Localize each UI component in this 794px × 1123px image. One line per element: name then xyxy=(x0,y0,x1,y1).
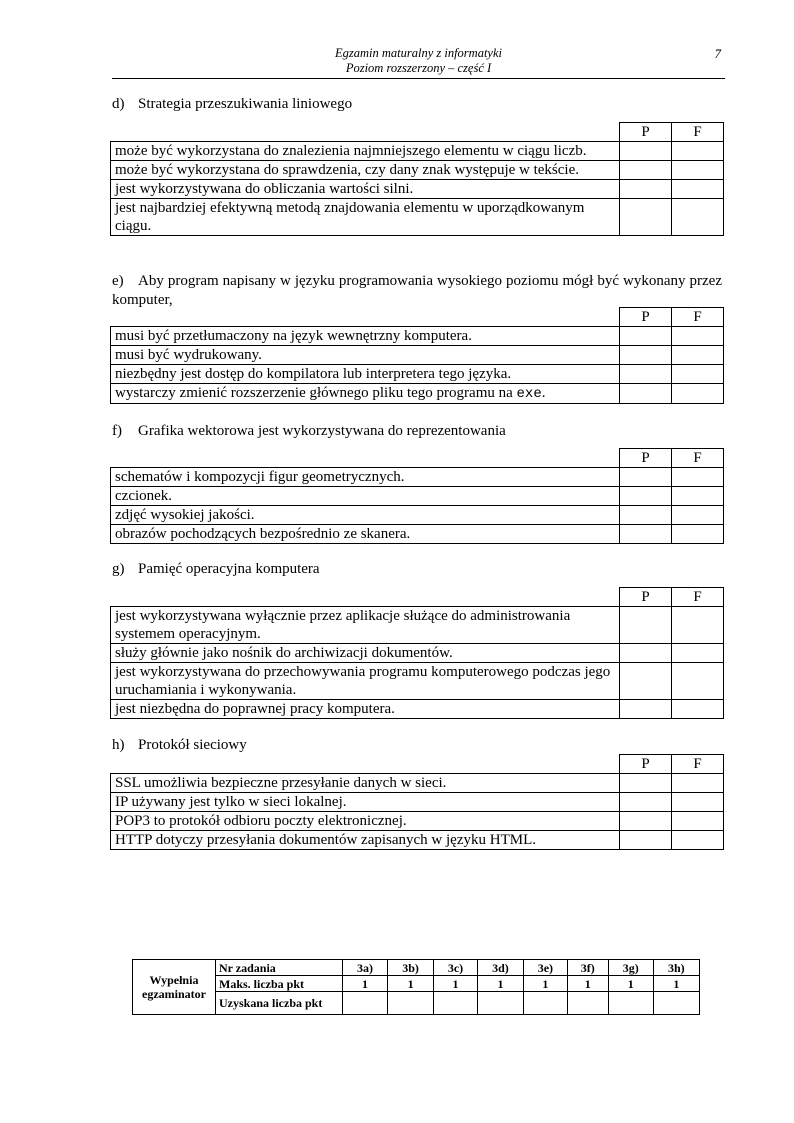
obtained-points-cell[interactable] xyxy=(608,992,653,1015)
table-row xyxy=(111,506,724,525)
obtained-points-cell[interactable] xyxy=(653,992,699,1015)
question-text: Aby program napisany w języku programowania wysokiego poziomu mógł być wykonany przez komputer, xyxy=(112,273,722,308)
task-number: 3e) xyxy=(524,960,568,976)
statement-text: jest wykorzystywana do obliczania wartości silni. xyxy=(111,180,620,199)
question-label: f) xyxy=(112,423,122,439)
task-number-label: Nr zadania xyxy=(216,960,343,976)
statement-text: musi być wydrukowany. xyxy=(111,346,620,365)
answer-cell-p[interactable] xyxy=(620,384,672,404)
answer-cell-f[interactable] xyxy=(672,365,724,384)
answer-cell-p[interactable] xyxy=(620,327,672,346)
statement-text: schematów i kompozycji figur geometrycznych. xyxy=(111,468,620,487)
page-number: 7 xyxy=(714,46,721,61)
statement-text xyxy=(111,384,620,404)
obtained-points-label: Uzyskana liczba pkt xyxy=(216,992,343,1015)
obtained-points-cell[interactable] xyxy=(343,992,388,1015)
obtained-points-cell[interactable] xyxy=(567,992,608,1015)
answer-cell-f[interactable] xyxy=(672,327,724,346)
statement-text: IP używany jest tylko w sieci lokalnej. xyxy=(111,793,620,812)
table-row xyxy=(111,142,724,161)
answer-cell-f[interactable] xyxy=(672,774,724,793)
question-text: Pamięć operacyjna komputera xyxy=(138,561,320,577)
column-header-f: F xyxy=(672,588,724,607)
task-number: 3f) xyxy=(567,960,608,976)
statement-text: może być wykorzystana do sprawdzenia, czy dany znak występuje w tekście. xyxy=(111,161,620,180)
answer-cell-f[interactable] xyxy=(672,525,724,544)
question-text: Strategia przeszukiwania liniowego xyxy=(138,96,353,112)
statement-text: zdjęć wysokiej jakości. xyxy=(111,506,620,525)
max-points-value: 1 xyxy=(434,976,478,992)
statement-text: jest wykorzystywana do przechowywania programu komputerowego podczas jego uruchamiania i wykonywania. xyxy=(111,663,620,700)
table-row xyxy=(111,607,724,644)
answer-cell-p[interactable] xyxy=(620,793,672,812)
max-points-value: 1 xyxy=(343,976,388,992)
examiner-score-table xyxy=(132,959,700,1015)
statement-text: służy głównie jako nośnik do archiwizacji dokumentów. xyxy=(111,644,620,663)
statement-text: obrazów pochodzących bezpośrednio ze skanera. xyxy=(111,525,620,544)
answer-cell-f[interactable] xyxy=(672,161,724,180)
question-g-table xyxy=(110,587,724,719)
answer-cell-p[interactable] xyxy=(620,468,672,487)
answer-cell-p[interactable] xyxy=(620,525,672,544)
max-points-value: 1 xyxy=(387,976,433,992)
question-text: Grafika wektorowa jest wykorzystywana do reprezentowania xyxy=(138,423,506,439)
task-number: 3b) xyxy=(387,960,433,976)
question-d-table xyxy=(110,122,724,236)
table-row xyxy=(111,774,724,793)
question-e-title xyxy=(112,272,722,310)
max-points-value: 1 xyxy=(567,976,608,992)
answer-cell-f[interactable] xyxy=(672,468,724,487)
answer-cell-f[interactable] xyxy=(672,607,724,644)
question-f-title xyxy=(112,422,506,441)
column-header-f: F xyxy=(672,449,724,468)
column-header-p: P xyxy=(620,755,672,774)
table-row xyxy=(111,180,724,199)
max-points-value: 1 xyxy=(477,976,523,992)
answer-cell-f[interactable] xyxy=(672,346,724,365)
answer-cell-f[interactable] xyxy=(672,384,724,404)
answer-cell-p[interactable] xyxy=(620,607,672,644)
column-header-f: F xyxy=(672,755,724,774)
statement-text: POP3 to protokół odbioru poczty elektronicznej. xyxy=(111,812,620,831)
answer-cell-p[interactable] xyxy=(620,700,672,719)
column-header-p: P xyxy=(620,449,672,468)
question-g-title xyxy=(112,560,320,579)
answer-cell-p[interactable] xyxy=(620,487,672,506)
table-row xyxy=(111,793,724,812)
table-row xyxy=(111,384,724,404)
answer-cell-f[interactable] xyxy=(672,487,724,506)
answer-cell-p[interactable] xyxy=(620,812,672,831)
table-row xyxy=(111,161,724,180)
table-row xyxy=(111,199,724,236)
obtained-points-cell[interactable] xyxy=(477,992,523,1015)
header-exam-title: Egzamin maturalny z informatyki xyxy=(334,46,502,60)
answer-cell-p[interactable] xyxy=(620,199,672,236)
file-extension-code: exe xyxy=(516,386,542,402)
obtained-points-cell[interactable] xyxy=(524,992,568,1015)
statement-text: może być wykorzystana do znalezienia najmniejszego elementu w ciągu liczb. xyxy=(111,142,620,161)
statement-text: jest najbardziej efektywną metodą znajdowania elementu w uporządkowanym ciągu. xyxy=(111,199,620,236)
answer-cell-p[interactable] xyxy=(620,161,672,180)
table-row xyxy=(111,831,724,850)
answer-cell-f[interactable] xyxy=(672,180,724,199)
column-header-p: P xyxy=(620,123,672,142)
answer-cell-p[interactable] xyxy=(620,180,672,199)
statement-text: czcionek. xyxy=(111,487,620,506)
page-header xyxy=(112,46,725,79)
question-h-table xyxy=(110,754,724,850)
answer-cell-p[interactable] xyxy=(620,506,672,525)
statement-text: SSL umożliwia bezpieczne przesyłanie danych w sieci. xyxy=(111,774,620,793)
answer-cell-p[interactable] xyxy=(620,365,672,384)
task-number: 3g) xyxy=(608,960,653,976)
table-row xyxy=(111,812,724,831)
statement-text: musi być przetłumaczony na język wewnętrzny komputera. xyxy=(111,327,620,346)
statement-text: jest wykorzystywana wyłącznie przez aplikacje służące do administrowania systemem operacyjnym. xyxy=(111,607,620,644)
answer-cell-p[interactable] xyxy=(620,644,672,663)
max-points-value: 1 xyxy=(524,976,568,992)
examiner-label: Wypełnia egzaminator xyxy=(133,960,216,1015)
column-header-p: P xyxy=(620,588,672,607)
question-text: Protokół sieciowy xyxy=(138,737,247,753)
table-row xyxy=(111,365,724,384)
column-header-f: F xyxy=(672,308,724,327)
answer-cell-f[interactable] xyxy=(672,644,724,663)
table-row xyxy=(111,327,724,346)
task-number: 3h) xyxy=(653,960,699,976)
table-row xyxy=(111,700,724,719)
question-label: g) xyxy=(112,561,125,577)
column-header-f: F xyxy=(672,123,724,142)
answer-cell-f[interactable] xyxy=(672,700,724,719)
answer-cell-p[interactable] xyxy=(620,831,672,850)
task-number: 3a) xyxy=(343,960,388,976)
question-label: d) xyxy=(112,96,125,112)
answer-cell-f[interactable] xyxy=(672,812,724,831)
column-header-p: P xyxy=(620,308,672,327)
max-points-label: Maks. liczba pkt xyxy=(216,976,343,992)
answer-cell-f[interactable] xyxy=(672,663,724,700)
table-row xyxy=(111,487,724,506)
answer-cell-f[interactable] xyxy=(672,793,724,812)
question-h-title xyxy=(112,736,247,755)
question-d-title xyxy=(112,95,352,114)
question-label: e) xyxy=(112,273,124,289)
obtained-points-cell[interactable] xyxy=(387,992,433,1015)
question-e-table xyxy=(110,307,724,404)
header-exam-level: Poziom rozszerzony – część I xyxy=(345,61,492,75)
task-number: 3d) xyxy=(477,960,523,976)
max-points-value: 1 xyxy=(653,976,699,992)
answer-cell-p[interactable] xyxy=(620,346,672,365)
table-row xyxy=(111,346,724,365)
table-row xyxy=(111,663,724,700)
answer-cell-f[interactable] xyxy=(672,506,724,525)
question-f-table xyxy=(110,448,724,544)
answer-cell-p[interactable] xyxy=(620,774,672,793)
task-number: 3c) xyxy=(434,960,478,976)
statement-text: HTTP dotyczy przesyłania dokumentów zapisanych w języku HTML. xyxy=(111,831,620,850)
answer-cell-p[interactable] xyxy=(620,142,672,161)
statement-text-main: wystarczy zmienić rozszerzenie głównego pliku tego programu na xyxy=(115,385,513,401)
statement-end: . xyxy=(541,385,546,401)
statement-text: jest niezbędna do poprawnej pracy komputera. xyxy=(111,700,620,719)
table-row xyxy=(111,525,724,544)
max-points-value: 1 xyxy=(608,976,653,992)
answer-cell-f[interactable] xyxy=(672,199,724,236)
answer-cell-p[interactable] xyxy=(620,663,672,700)
answer-cell-f[interactable] xyxy=(672,831,724,850)
question-label: h) xyxy=(112,737,125,753)
table-row xyxy=(111,468,724,487)
obtained-points-cell[interactable] xyxy=(434,992,478,1015)
table-row xyxy=(111,644,724,663)
answer-cell-f[interactable] xyxy=(672,142,724,161)
statement-text: niezbędny jest dostęp do kompilatora lub interpretera tego języka. xyxy=(111,365,620,384)
